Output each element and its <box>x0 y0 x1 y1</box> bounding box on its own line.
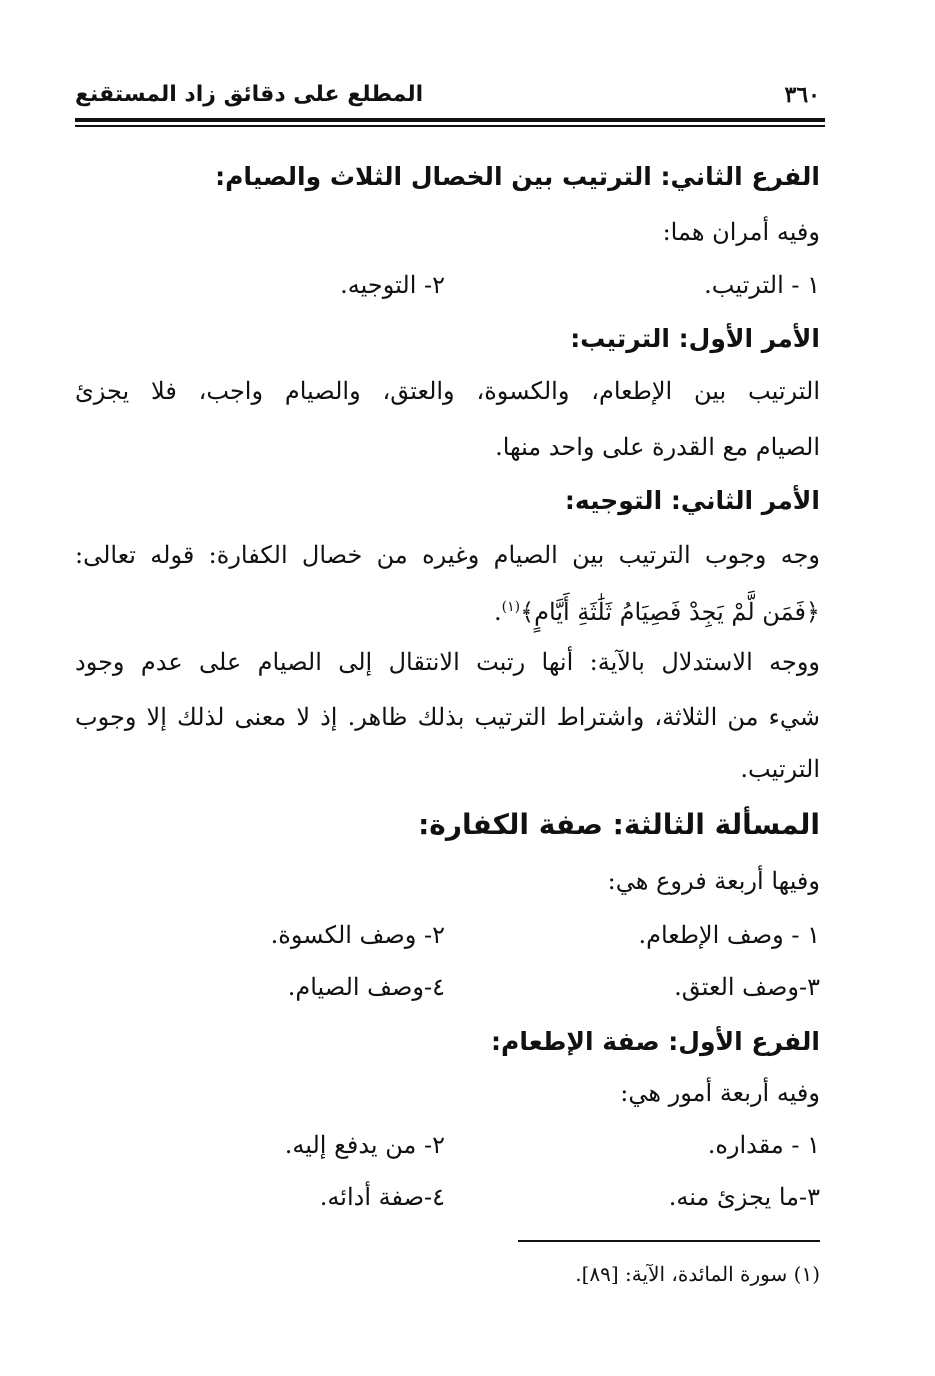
paragraph-line: الترتيب. <box>740 755 820 783</box>
page-number: ٣٦٠ <box>784 82 820 108</box>
header-rule-thin <box>75 125 825 127</box>
quran-verse: ﴿فَمَن لَّمْ يَجِدْ فَصِيَامُ ثَلَٰثَةِ أَيَّامٍ﴾ <box>520 598 820 626</box>
section-heading: المسألة الثالثة: صفة الكفارة: <box>418 808 820 841</box>
paragraph-line: الصيام مع القدرة على واحد منها. <box>495 433 820 461</box>
paragraph-line: وفيه أربعة أمور هي: <box>620 1079 820 1107</box>
paragraph-line: وفيها أربعة فروع هي: <box>607 867 820 895</box>
quran-verse-line <box>494 590 820 629</box>
footnote-divider <box>518 1240 820 1242</box>
section-heading: الأمر الأول: الترتيب: <box>570 324 820 353</box>
section-heading: الأمر الثاني: التوجيه: <box>564 486 820 515</box>
list-item: ٣-وصف العتق. <box>674 973 820 1001</box>
list-item: ٤-وصف الصيام. <box>287 973 445 1001</box>
paragraph-line: الترتيب بين الإطعام، والكسوة، والعتق، والصيام واجب، فلا يجزئ <box>75 377 820 405</box>
list-item: ١ - وصف الإطعام. <box>638 921 820 949</box>
list-item: ٤-صفة أدائه. <box>319 1183 445 1211</box>
section-heading: الفرع الثاني: الترتيب بين الخصال الثلاث والصيام: <box>215 162 820 191</box>
paragraph-line: شيء من الثلاثة، واشتراط الترتيب بذلك ظاهر. إذ لا معنى لذلك إلا وجوب <box>75 703 820 731</box>
list-item: ٢- التوجيه. <box>340 271 445 299</box>
running-header <box>75 82 820 118</box>
list-item: ١ - الترتيب. <box>704 271 820 299</box>
paragraph-line: ووجه الاستدلال بالآية: أنها رتبت الانتقال إلى الصيام على عدم وجود <box>75 648 820 676</box>
paragraph-line: وجه وجوب الترتيب بين الصيام وغيره من خصال الكفارة: قوله تعالى: <box>75 541 820 569</box>
footnote: (١) سورة المائدة، الآية: [٨٩]. <box>575 1262 820 1286</box>
header-rule-thick <box>75 118 825 122</box>
section-heading: الفرع الأول: صفة الإطعام: <box>491 1027 820 1056</box>
list-item: ٢- من يدفع إليه. <box>284 1131 445 1159</box>
list-item: ١ - مقداره. <box>707 1131 820 1159</box>
verse-end: . <box>493 598 502 626</box>
paragraph-line: وفيه أمران هما: <box>662 218 820 246</box>
list-item: ٣-ما يجزئ منه. <box>668 1183 820 1211</box>
footnote-ref: (١) <box>501 599 521 615</box>
list-item: ٢- وصف الكسوة. <box>270 921 445 949</box>
book-title: المطلع على دقائق زاد المستقنع <box>75 82 424 107</box>
